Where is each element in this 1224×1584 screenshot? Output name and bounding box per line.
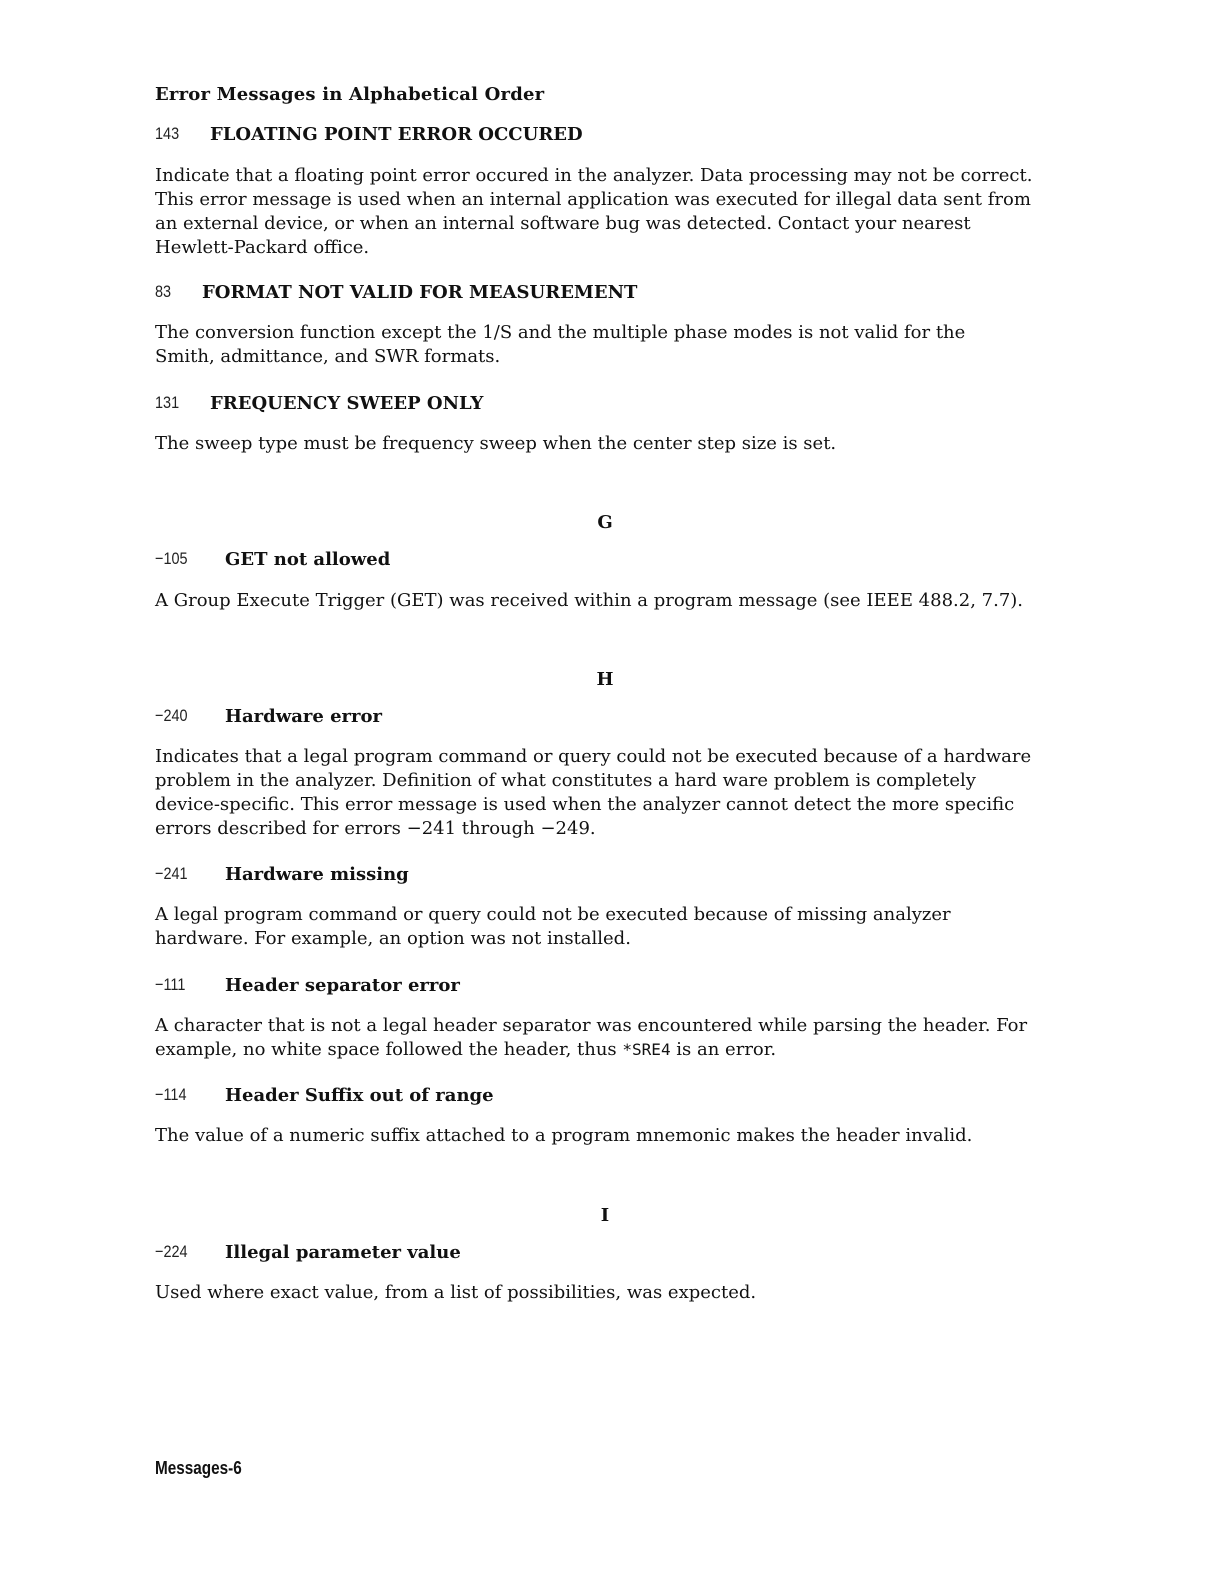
error-code: 131 [155,393,180,412]
error-description: The sweep type must be frequency sweep when the center step size is set. [155,433,837,454]
error-description [155,1014,1055,1062]
error-entry-header [155,706,193,730]
error-entry-header [155,124,183,148]
error-code: −224 [155,1242,188,1261]
error-description-text: is an error. [670,1039,777,1060]
error-entry-header [155,549,193,573]
page-title: Error Messages in Alphabetical Order [155,84,545,105]
section-letter-i: I [600,1205,610,1226]
inline-code: *SRE4 [622,1040,671,1059]
error-code: −240 [155,706,188,725]
error-entry-header [155,282,174,306]
error-code: −105 [155,549,188,568]
error-description: The value of a numeric suffix attached to a program mnemonic makes the header invalid. [155,1125,973,1146]
error-description-text: A character that is not a legal header separator was encountered while parsing the header. For example, no white space followed the header, thus [155,1015,1028,1060]
error-description: A legal program command or query could not be executed because of missing analyzer hardware. For example, an option was not installed. [155,904,951,949]
error-code: 143 [155,124,180,143]
error-entry-header [155,1085,192,1109]
error-code: −111 [155,975,186,994]
error-description: Indicates that a legal program command or query could not be executed because of a hardware problem in the analyzer. Definition of what constitutes a hard ware problem is completely device-specific. This error message is used when the analyzer cannot detect the more specific errors described for errors −241 through −249. [155,746,1032,839]
error-entry-header [155,393,183,417]
page-footer-label: Messages-6 [155,1458,242,1478]
error-title: FLOATING POINT ERROR OCCURED [210,124,583,145]
error-description: Indicate that a floating point error occured in the analyzer. Data processing may not be correct. This error message is used when an internal application was executed for illegal data sent from an external device, or when an internal software bug was detected. Contact your nearest Hewlett-Packard office. [155,165,1033,258]
error-title: Header Suffix out of range [225,1085,494,1106]
section-letter-g: G [597,512,613,533]
error-entry-header [155,864,193,888]
error-title: GET not allowed [225,549,391,570]
error-title: Header separator error [225,975,460,996]
error-code: 83 [155,282,172,301]
error-description: The conversion function except the 1/S and the multiple phase modes is not valid for the Smith, admittance, and SWR formats. [155,322,966,367]
error-code: −114 [155,1085,187,1104]
error-code: −241 [155,864,188,883]
error-title: FORMAT NOT VALID FOR MEASUREMENT [202,282,638,303]
error-title: Illegal parameter value [225,1242,461,1263]
error-title: Hardware error [225,706,383,727]
error-description: Used where exact value, from a list of possibilities, was expected. [155,1282,757,1303]
error-description: A Group Execute Trigger (GET) was received within a program message (see IEEE 488.2, 7.7). [155,590,1024,611]
error-title: FREQUENCY SWEEP ONLY [210,393,484,414]
error-entry-header [155,975,191,999]
error-title: Hardware missing [225,864,409,885]
section-letter-h: H [596,669,614,690]
error-entry-header [155,1242,193,1266]
